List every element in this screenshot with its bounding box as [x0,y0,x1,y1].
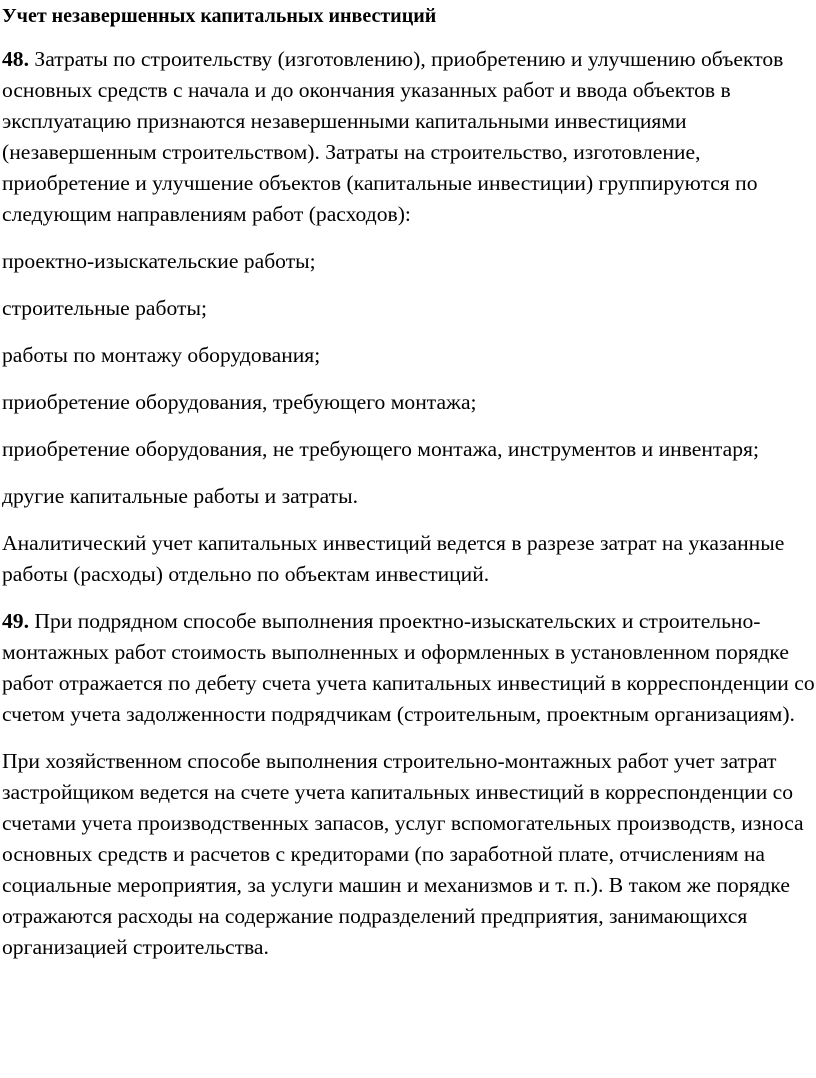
paragraph-49 [2,606,816,730]
paragraph-number: 49. [2,609,29,633]
direction-item: строительные работы; [2,296,207,320]
direction-item: приобретение оборудования, требующего монтажа; [2,390,477,414]
paragraph-text: При подрядном способе выполнения проектно-изыскательских и строительно-монтажных работ стоимость выполненных и оформленных в установленном порядке работ отражается по дебету счета учета капитальных инвестиций в корреспонденции со счетом учета задолженности подрядчикам (строительным, проектным организациям). [2,609,815,726]
direction-item: другие капитальные работы и затраты. [2,484,359,508]
paragraph-text: Затраты по строительству (изготовлению), приобретению и улучшению объектов основных средств с начала и до окончания указанных работ и ввода объектов в эксплуатацию признаются незавершенными капитальными инвестициями (незавершенным строительством). Затраты на строительство, изготовление, приобретение и улучшение объектов (капитальные инвестиции) группируются по следующим направлениям работ (расходов): [2,47,784,226]
direction-item: проектно-изыскательские работы; [2,249,316,273]
paragraph-number: 48. [2,47,29,71]
analytic-paragraph: Аналитический учет капитальных инвестиций ведется в разрезе затрат на указанные работы (расходы) отдельно по объектам инвестиций. [2,531,785,586]
direction-item: приобретение оборудования, не требующего монтажа, инструментов и инвентаря; [2,437,759,461]
direction-item: работы по монтажу оборудования; [2,343,321,367]
paragraph-48 [2,44,816,230]
document-title: Учет незавершенных капитальных инвестиций [2,5,437,27]
economic-method-paragraph: При хозяйственном способе выполнения строительно-монтажных работ учет затрат застройщиком ведется на счете учета капитальных инвестиций в корреспонденции со счетами учета производственных запасов, услуг вспомогательных производств, износа основных средств и расчетов с кредиторами (по заработной плате, отчислениям на социальные мероприятия, за услуги машин и механизмов и т. п.). В таком же порядке отражаются расходы на содержание подразделений предприятия, занимающихся организацией строительства. [2,749,804,959]
